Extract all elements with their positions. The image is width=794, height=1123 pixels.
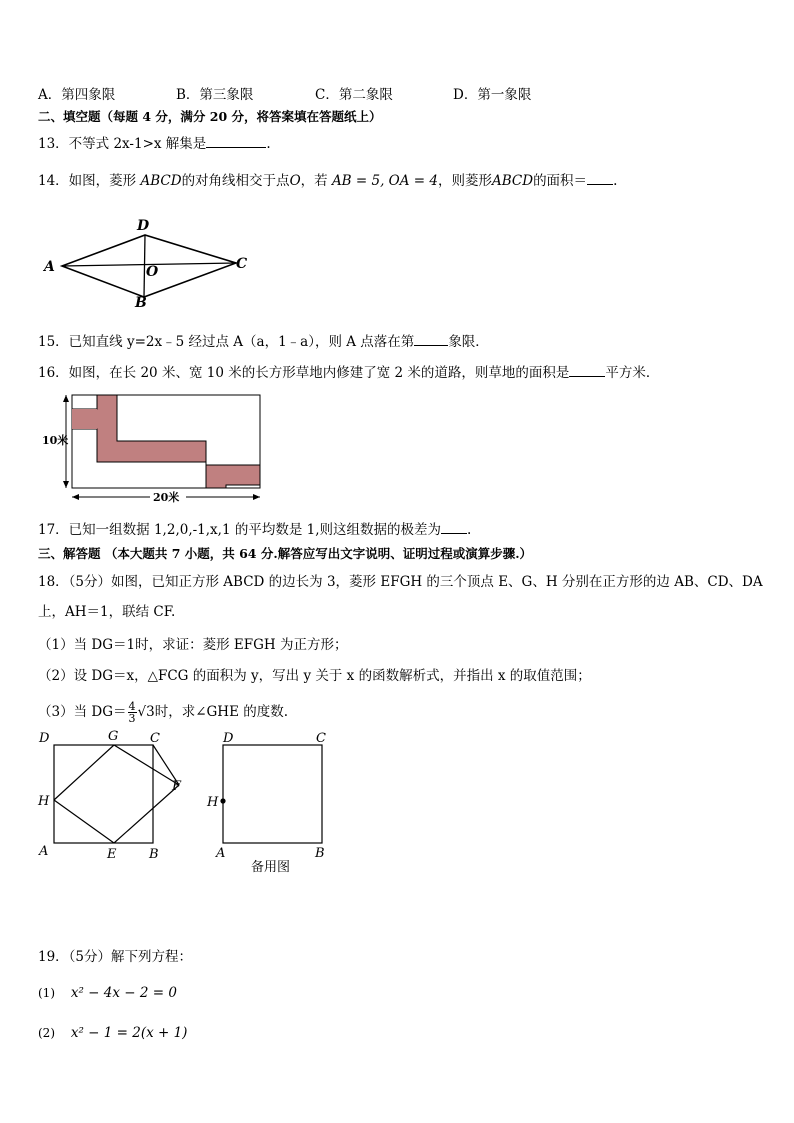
rhombus-figure	[40, 215, 260, 310]
rhombus-label-b: B	[135, 295, 147, 310]
q19-eq2-number: (2)	[38, 1026, 55, 1040]
q18-sub3-suffix: 时，求∠GHE 的度数.	[154, 704, 289, 720]
fig2-caption: 备用图	[251, 860, 291, 875]
q16-text: 16．如图，在长 20 米、宽 10 米的长方形草地内修建了宽 2 米的道路，则草地的面积是	[38, 365, 570, 381]
fig1-label-c: C	[150, 731, 160, 746]
q19-eq2: x² − 1 = 2(x + 1)	[70, 1025, 188, 1041]
answer-blank	[587, 172, 613, 185]
q14-mid1: 的对角线相交于点	[181, 173, 290, 189]
answer-blank	[206, 135, 266, 148]
q14-suffix: 的面积＝	[533, 173, 588, 189]
option-a: A．第四象限	[38, 87, 116, 103]
q18-line2: 上，AH＝1，联结 CF.	[38, 604, 176, 620]
option-b: B．第三象限	[176, 87, 254, 103]
option-d: D．第一象限	[453, 87, 532, 103]
q14-mid3: ，则菱形	[437, 173, 492, 189]
question-15	[38, 333, 489, 351]
fig2-label-c: C	[316, 731, 326, 746]
fraction-denominator: 3	[128, 712, 136, 725]
fraction-numerator: 4	[128, 700, 136, 713]
fig2-label-a: A	[216, 846, 226, 861]
fig1-label-f: F	[172, 779, 182, 794]
rhombus-label-o: O	[146, 264, 159, 280]
q14-condition: AB = 5, OA = 4	[331, 173, 438, 189]
q18-sub3-prefix: （3）当 DG＝	[38, 704, 127, 720]
q19-eq1-row	[38, 984, 177, 1002]
q16-suffix: 平方米．	[605, 365, 660, 381]
fig2-label-b: B	[315, 846, 325, 861]
fraction	[128, 701, 137, 724]
q19-eq1: x² − 4x − 2 = 0	[70, 985, 177, 1001]
q17-text: 17．已知一组数据 1,2,0,-1,x,1 的平均数是 1,则这组数据的极差为	[38, 522, 442, 538]
fig1-label-h: H	[38, 794, 50, 809]
backup-square-figure	[203, 728, 338, 878]
rhombus-label-a: A	[44, 259, 55, 275]
q15-text: 15．已知直线 y=2x﹣5 经过点 A（a，1﹣a），则 A 点落在第	[38, 334, 415, 350]
answer-blank	[569, 364, 605, 377]
fig1-label-a: A	[39, 844, 49, 859]
fig1-label-g: G	[108, 729, 119, 744]
q19-title: 19．（5分）解下列方程：	[38, 949, 193, 965]
rhombus-label-c: C	[236, 256, 248, 272]
height-label: 10米	[42, 434, 69, 447]
q13-text: 13．不等式 2x-1>x 解集是	[38, 136, 207, 152]
question-14: 14．如图，菱形 ABCD的对角线相交于点O，若 AB = 5, OA = 4，则菱形ABCD的面积＝ .	[38, 173, 618, 189]
q18-sub3	[38, 701, 288, 724]
fig1-label-b: B	[149, 847, 159, 862]
rhombus-label-d: D	[137, 218, 150, 234]
fig2-label-d: D	[223, 731, 234, 746]
square-rhombus-figure	[34, 728, 194, 866]
q14-abcd: ABCD	[140, 173, 182, 189]
q19-eq1-number: (1)	[38, 986, 55, 1000]
section2-title: 二、填空题（每题 4 分，满分 20 分，将答案填在答题纸上）	[38, 109, 382, 124]
q18-sub1: （1）当 DG＝1时，求证：菱形 EFGH 为正方形；	[38, 637, 348, 653]
fig1-label-e: E	[107, 847, 117, 862]
fig1-label-d: D	[39, 731, 50, 746]
answer-blank	[441, 521, 467, 534]
question-17: 17．已知一组数据 1,2,0,-1,x,1 的平均数是 1,则这组数据的极差为 .	[38, 522, 472, 538]
fig2-label-h: H	[207, 795, 219, 810]
section3-title: 三、解答题 （本大题共 7 小题，共 64 分.解答应写出文字说明、证明过程或演算步骤.）	[38, 546, 533, 561]
q14-abcd2: ABCD	[491, 173, 534, 189]
q18-sub2: （2）设 DG＝x，△FCG 的面积为 y，写出 y 关于 x 的函数解析式，并指出 x 的取值范围；	[38, 668, 591, 684]
q14-mid2: ，若	[300, 173, 328, 189]
option-c: C．第二象限	[315, 87, 393, 103]
question-16	[38, 364, 659, 382]
width-label: 20米	[153, 491, 180, 504]
answer-blank	[414, 333, 448, 346]
q18-line1: 18．（5分）如图，已知正方形 ABCD 的边长为 3，菱形 EFGH 的三个顶点 E、G、H 分别在正方形的边 AB、CD、DA	[38, 574, 763, 590]
q15-suffix: 象限．	[448, 334, 489, 350]
road-figure	[40, 392, 270, 507]
q14-o: O	[289, 173, 301, 189]
question-13: 13．不等式 2x-1>x 解集是 .	[38, 136, 271, 152]
q18-sqrt3: √3	[137, 704, 155, 720]
q19-eq2-row	[38, 1024, 187, 1042]
q14-prefix: 14．如图，菱形	[38, 173, 137, 189]
